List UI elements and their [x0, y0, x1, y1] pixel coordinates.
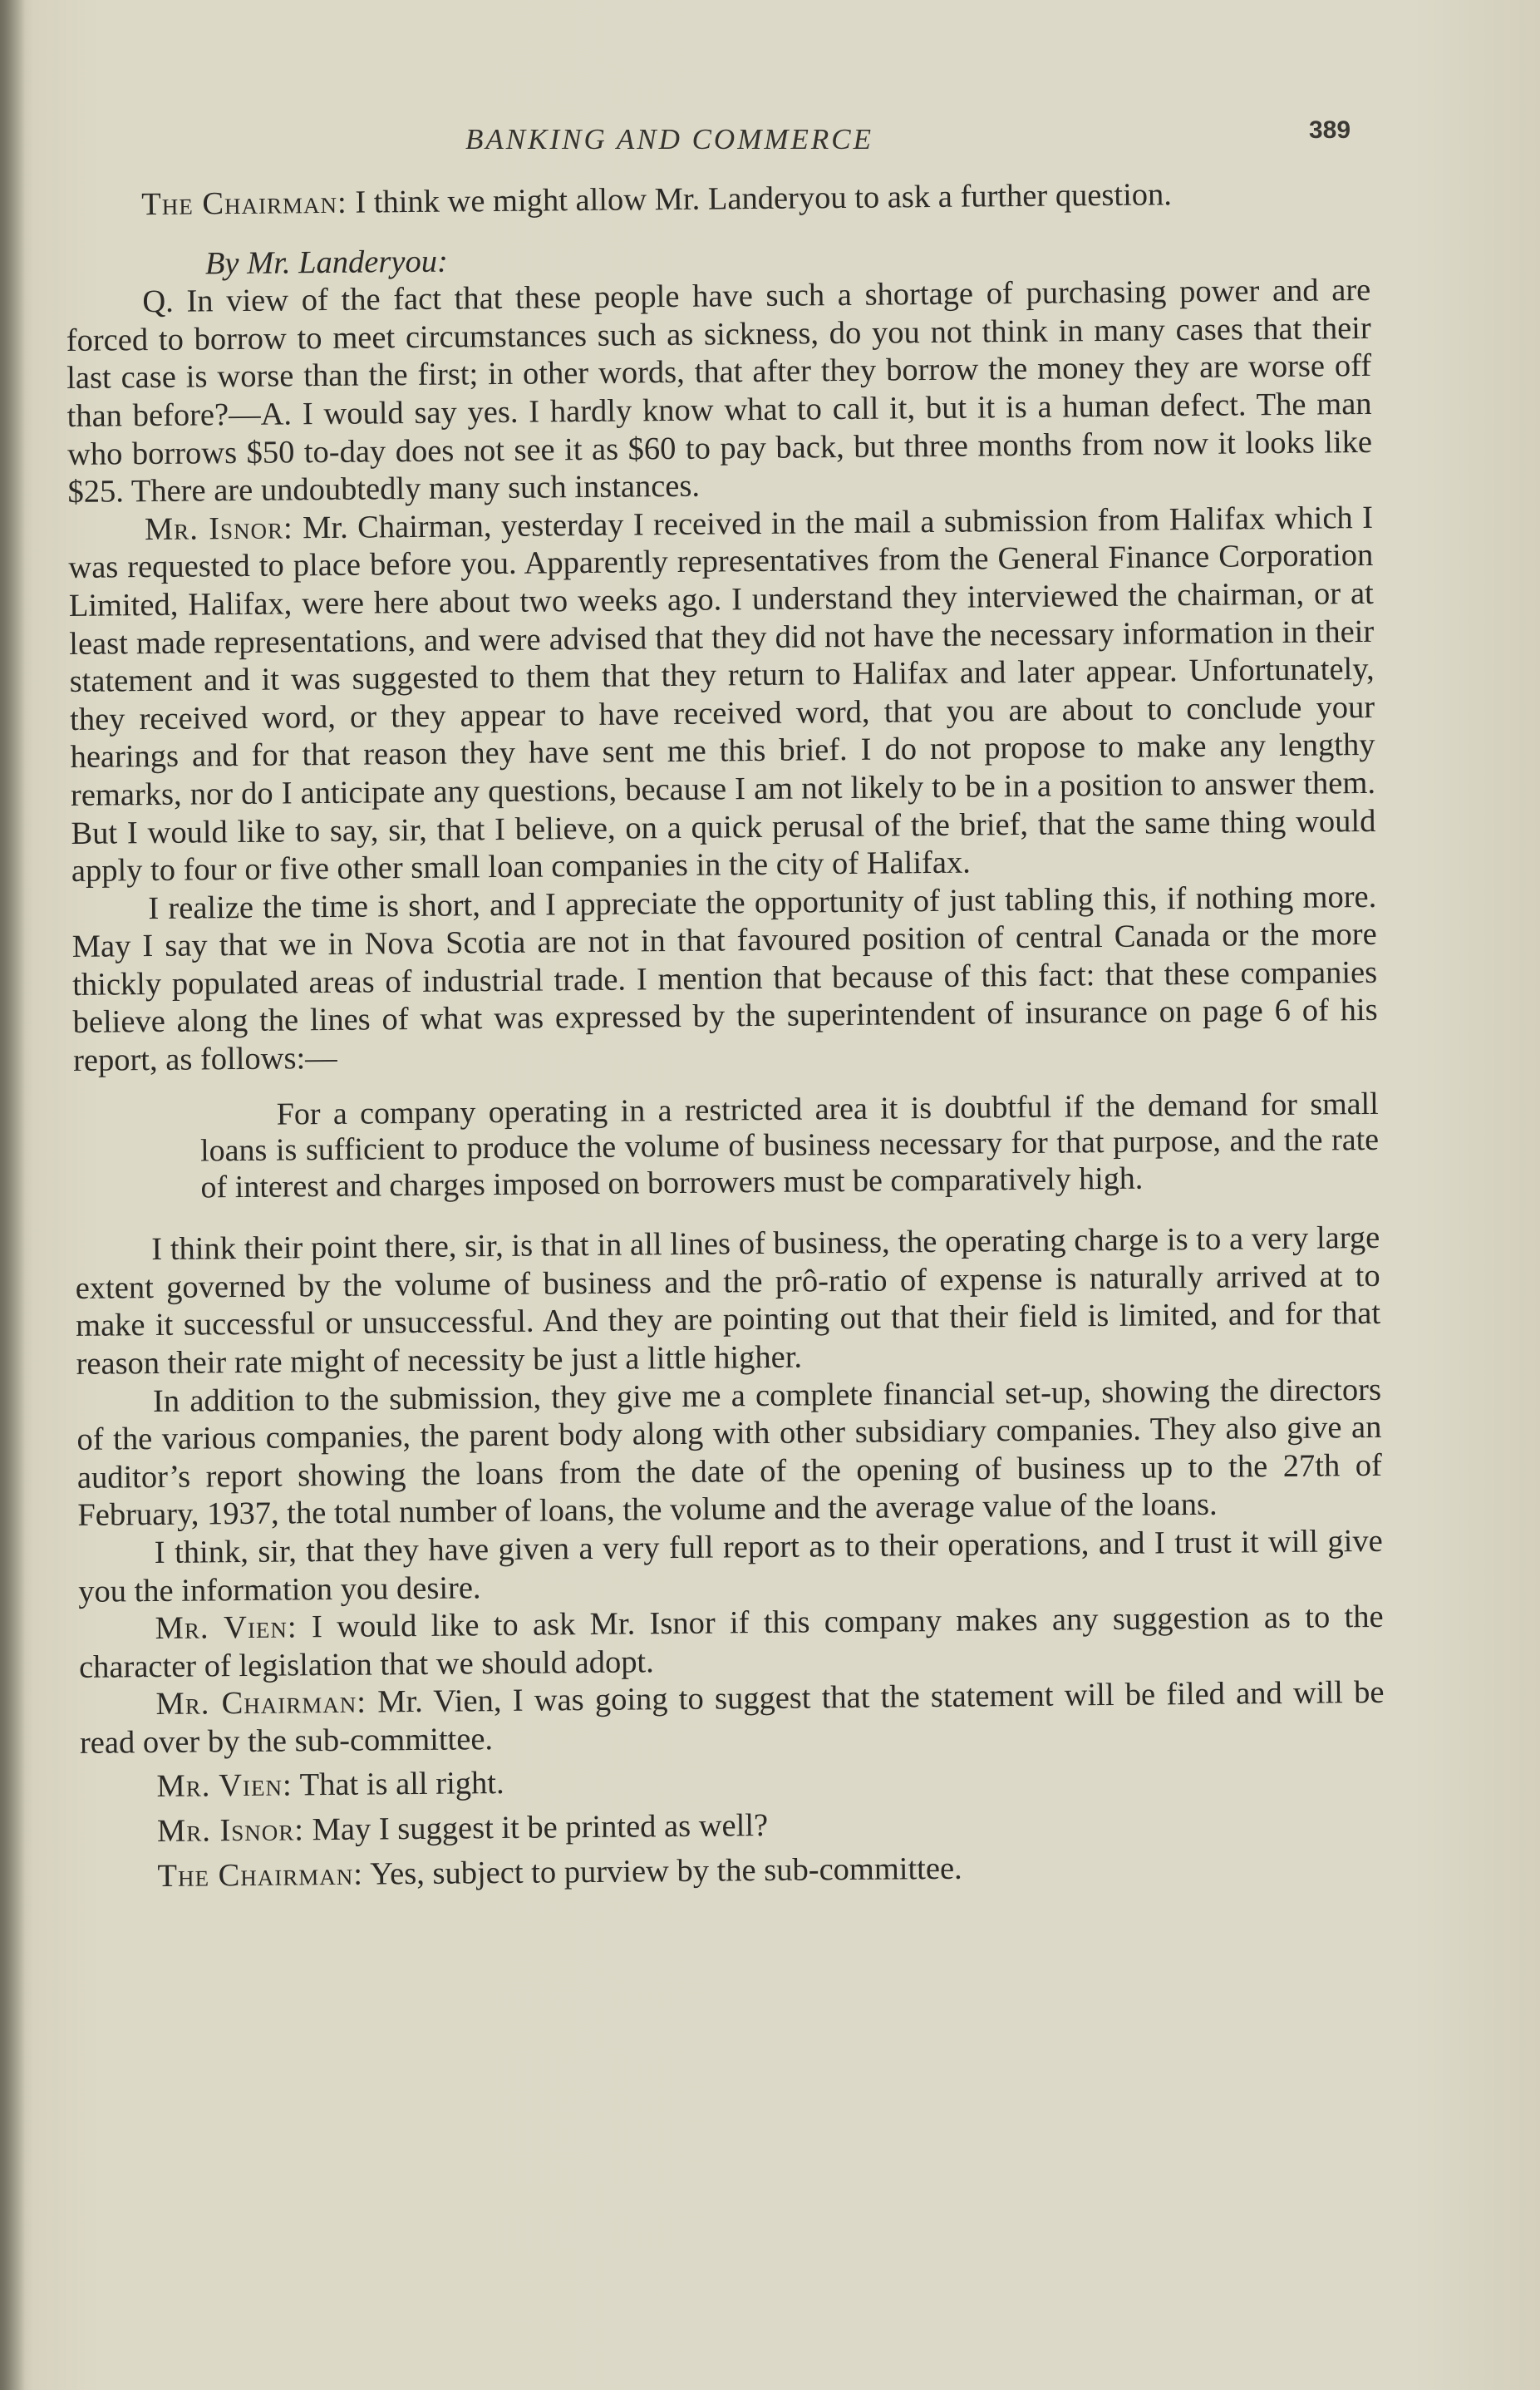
paragraph: [68, 500, 1376, 891]
paragraph-text: I would like to ask Mr. Isnor if this company makes any suggestion as to the character of legislation that we should adopt.: [78, 1599, 1384, 1685]
paragraph-text: Yes, subject to purview by the sub-committee.: [362, 1850, 962, 1892]
speaker-name: The Chairman:: [141, 185, 347, 223]
speaker-name: Mr. Vien:: [155, 1609, 298, 1647]
paragraph: [65, 175, 1370, 225]
speaker-name: Mr. Isnor:: [144, 510, 293, 547]
paragraph: [79, 1674, 1385, 1762]
paragraph: [76, 1371, 1383, 1535]
paragraph-text: I think their point there, sir, is that in all lines of business, the operating charge is to a very large extent governed by the volume of business and the prô-ratio of expense is naturally arrived at to make it successful or unsuccessful. And they are pointing out that their field is limited, and for that reason their rate might of necessity be just a little higher.: [75, 1220, 1381, 1382]
paragraph-text: I think we might allow Mr. Landeryou to ask a further question.: [347, 177, 1173, 220]
paragraph-text: May I suggest it be printed as well?: [303, 1808, 769, 1848]
paragraph-text: Q. In view of the fact that these people have such a shortage of purchasing power and are forced to borrow to meet circumstances such as sickness, do you not think in many cases that their last case is worse than the first; in other words, that after they borrow the money they are worse off than before?—A. I would say yes. I hardly know what to call it, but it is a human defect. The man who borrows $50 to-day does not see it as $60 to pay back, but three months from now it looks like $25. There are undoubtedly many such instances.: [66, 273, 1373, 510]
paragraph-text: I realize the time is short, and I appreciate the opportunity of just tabling this, if nothing more. May I say that we in Nova Scotia are not in that favoured position of central Canada or the more thickly populated areas of industrial trade. I mention that because of this fact: that these companies believe along the lines of what was expressed by the superintendent of insurance on page 6 of his report, as follows:—: [71, 879, 1378, 1079]
paragraph: [66, 272, 1373, 512]
speaker-name: The Chairman:: [157, 1856, 364, 1894]
paragraph: [75, 1220, 1381, 1383]
closing-exchange: [80, 1757, 1385, 1896]
paragraph-text: That is all right.: [292, 1766, 504, 1803]
spine-shadow: [0, 0, 25, 2390]
paragraph: [81, 1801, 1385, 1852]
speaker-name: Mr. Vien:: [156, 1767, 293, 1805]
page-number: 389: [1309, 116, 1351, 144]
paragraph-text: Mr. Vien, I was going to suggest that the statement will be filed and will be read over by the sub-committee.: [79, 1675, 1385, 1761]
paragraph-text: I think, sir, that they have given a very full report as to their operations, and I trust it will give you the information you desire.: [78, 1523, 1383, 1609]
running-title: BANKING AND COMMERCE: [465, 123, 874, 155]
block-quote: For a company operating in a restricted area it is doubtful if the demand for small loans is sufficient to produce the volume of business necessary for that purpose, and the rate of interest and charges imposed on borrowers must be comparatively high.: [199, 1086, 1380, 1205]
paragraph: [71, 879, 1378, 1081]
paragraph: [78, 1599, 1384, 1687]
text-body: [65, 175, 1386, 1896]
paragraph: [78, 1523, 1384, 1611]
paragraph: [80, 1757, 1385, 1807]
paragraph: [81, 1845, 1385, 1896]
running-head: [0, 116, 1540, 166]
speaker-name: Mr. Chairman:: [155, 1684, 367, 1722]
paragraph-text: In addition to the submission, they give me a complete financial set-up, showing the directors of the various companies, the parent body along with other subsidiary companies. They also give an auditor’s report showing the loans from the date of the opening of business up to the 27th of February, 1937, the total number of loans, the volume and the average value of the loans.: [76, 1372, 1383, 1534]
examination-heading: By Mr. Landeryou:: [204, 244, 449, 281]
speaker-name: Mr. Isnor:: [156, 1812, 305, 1850]
paragraph-text: Mr. Chairman, yesterday I received in the mail a submission from Halifax which I was requested to place before you. Apparently representatives from the General Finance Corporation Limited, Halifax, were here about two weeks ago. I understand they interviewed the chairman, or at least made representations, and were advised that they did not have the necessary information in their statement and it was suggested to them that they return to Halifax and later appear. Unfortunately, they received word, or they appear to have received word, that you are about to conclude your hearings and for that reason they have sent me this brief. I do not propose to make any lengthy remarks, nor do I anticipate any questions, because I am not likely to be in a position to answer them. But I would like to say, sir, that I believe, on a quick perusal of the brief, that the same thing would apply to four or five other small loan companies in the city of Halifax.: [68, 500, 1376, 889]
